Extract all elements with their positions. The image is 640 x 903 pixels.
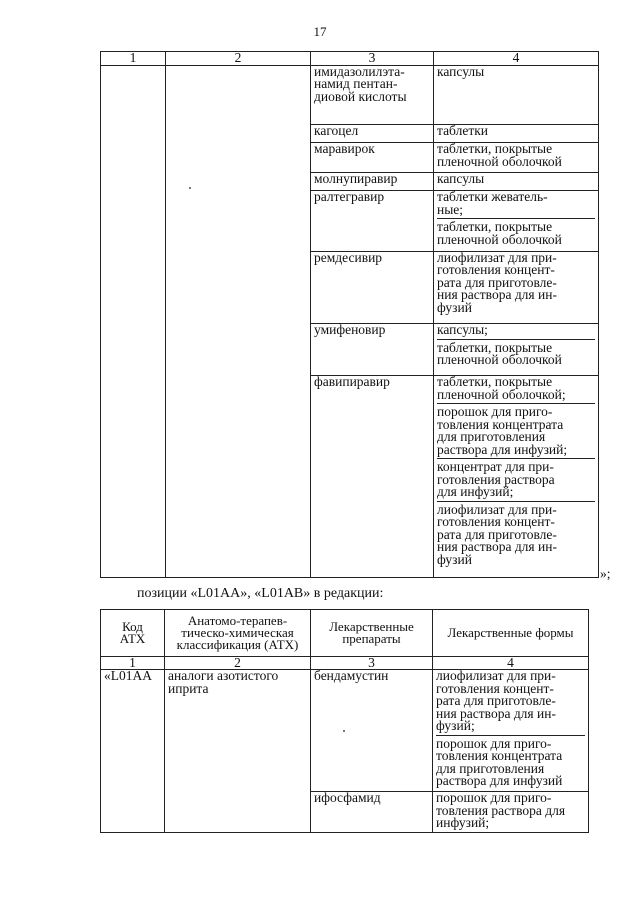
column-number: 3 [311, 657, 433, 670]
drug-name: ифосфамид [311, 792, 433, 833]
forms-cell [434, 65, 599, 124]
atc-table [100, 609, 589, 833]
atc-code: «L01AA [101, 670, 165, 833]
dosage-form: таблетки, покрытые пленочной оболочкой; [437, 374, 566, 402]
forms-cell [434, 124, 599, 143]
positions-paragraph: позиции «L01AA», «L01AB» в редакции: [137, 586, 384, 601]
drug-name: ремдесивир [311, 251, 434, 324]
atc-classification: аналоги азотистого иприта [165, 670, 311, 833]
header-drugs: Лекарственные препараты [311, 610, 433, 657]
dosage-form: таблетки жеватель- ные; [437, 189, 548, 217]
scan-speck [189, 187, 191, 189]
dosage-form: порошок для приго- товления концентрата для приготовления раствора для инфузий [436, 735, 585, 790]
dosage-form: концентрат для при- готовления раствора для инфузий; [437, 458, 595, 501]
forms-cell [434, 172, 599, 191]
drug-name: фавипиравир [311, 376, 434, 578]
dosage-form: порошок для приго- товления раствора для инфузий; [436, 790, 566, 831]
dosage-form: таблетки, покрытые пленочной оболочкой [437, 339, 595, 369]
dosage-form: лиофилизат для при- готовления концент- рата для приготовле- ния раствора для ин- фузий [437, 249, 557, 315]
dosage-form: порошок для приго- товления концентрата для приготовления раствора для инфузий; [437, 403, 595, 458]
dosage-form: таблетки, покрытые пленочной оболочкой [437, 218, 595, 248]
drug-name: молнупиравир [311, 172, 434, 191]
column-number: 4 [433, 657, 589, 670]
forms-cell [434, 251, 599, 324]
dosage-form: таблетки [437, 122, 489, 138]
drug-name: ралтегравир [311, 191, 434, 251]
column-number: 2 [166, 52, 311, 66]
dosage-form: капсулы; [437, 322, 488, 338]
code-cell-empty [101, 65, 166, 578]
table-row [101, 65, 599, 124]
drugs-table-continued [100, 51, 599, 578]
forms-cell [433, 792, 589, 833]
forms-cell [434, 191, 599, 251]
drug-name: умифеновир [311, 324, 434, 376]
drug-name: бендамустин [311, 670, 433, 792]
drug-name: кагоцел [311, 124, 434, 143]
column-number: 2 [165, 657, 311, 670]
header-forms: Лекарственные формы [433, 610, 589, 657]
dosage-form: лиофилизат для при- готовления концент- рата для приготовле- ния раствора для ин- фузий [437, 501, 595, 569]
dosage-form: лиофилизат для при- готовления концент- рата для приготовле- ния раствора для ин- фузий; [436, 668, 556, 734]
forms-cell [433, 670, 589, 792]
column-number: 3 [311, 52, 434, 66]
forms-cell [434, 143, 599, 172]
drug-name: имидазолилэта- намид пентан- диовой кислоты [311, 65, 434, 124]
dosage-form: капсулы [437, 63, 485, 79]
classification-cell-empty [166, 65, 311, 578]
header-classification: Анатомо-терапев- тическо-химическая классификация (АТХ) [165, 610, 311, 657]
header-atc-code: Код АТХ [101, 610, 165, 657]
column-number: 4 [434, 52, 599, 66]
scan-speck [343, 730, 345, 732]
column-number: 1 [101, 52, 166, 66]
forms-cell [434, 324, 599, 376]
column-number: 1 [101, 657, 165, 670]
forms-cell [434, 376, 599, 578]
closing-quote: »; [600, 566, 611, 581]
dosage-form: капсулы [437, 170, 485, 186]
dosage-form: таблетки, покрытые пленочной оболочкой [437, 141, 562, 169]
page-number: 17 [313, 24, 327, 39]
drug-name: маравирок [311, 143, 434, 172]
